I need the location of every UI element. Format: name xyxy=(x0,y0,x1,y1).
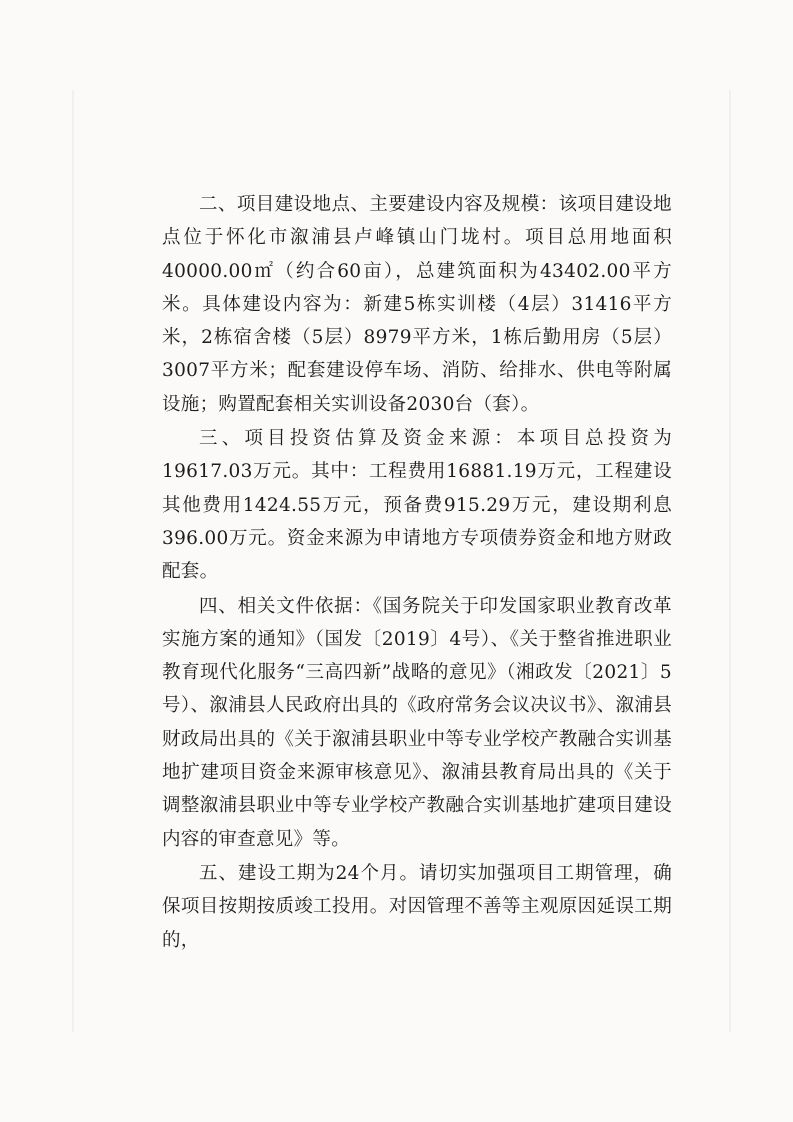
scan-edge-left xyxy=(72,90,74,1032)
document-body xyxy=(162,188,672,957)
paragraph-reference-documents: 四、相关文件依据：《国务院关于印发国家职业教育改革实施方案的通知》（国发〔2019〕4号）、《关于整省推进职业教育现代化服务“三高四新”战略的意见》（湘政发〔2021〕5号）、溆浦县人民政府出具的《政府常务会议决议书》、溆浦县财政局出具的《关于溆浦县职业中等专业学校产教融合实训基地扩建项目资金来源审核意见》、溆浦县教育局出具的《关于调整溆浦县职业中等专业学校产教融合实训基地扩建项目建设内容的审查意见》等。 xyxy=(162,595,672,850)
paragraph-construction-period: 五、建设工期为24个月。请切实加强项目工期管理，确保项目按期按质竣工投用。对因管理不善等主观原因延误工期的， xyxy=(162,862,672,951)
scan-edge-right xyxy=(729,90,731,1032)
paragraph-investment-funding: 三、项目投资估算及资金来源：本项目总投资为19617.03万元。其中：工程费用16881.19万元，工程建设其他费用1424.55万元，预备费915.29万元，建设期利息396.00万元。资金来源为申请地方专项债券资金和地方财政配套。 xyxy=(162,428,672,583)
paragraph-construction-site-scale: 二、项目建设地点、主要建设内容及规模：该项目建设地点位于怀化市溆浦县卢峰镇山门垅村。项目总用地面积40000.00㎡（约合60亩），总建筑面积为43402.00平方米。具体建设内容为：新建5栋实训楼（4层）31416平方米，2栋宿舍楼（5层）8979平方米，1栋后勤用房（5层）3007平方米；配套建设停车场、消防、给排水、供电等附属设施；购置配套相关实训设备2030台（套）。 xyxy=(162,194,672,415)
